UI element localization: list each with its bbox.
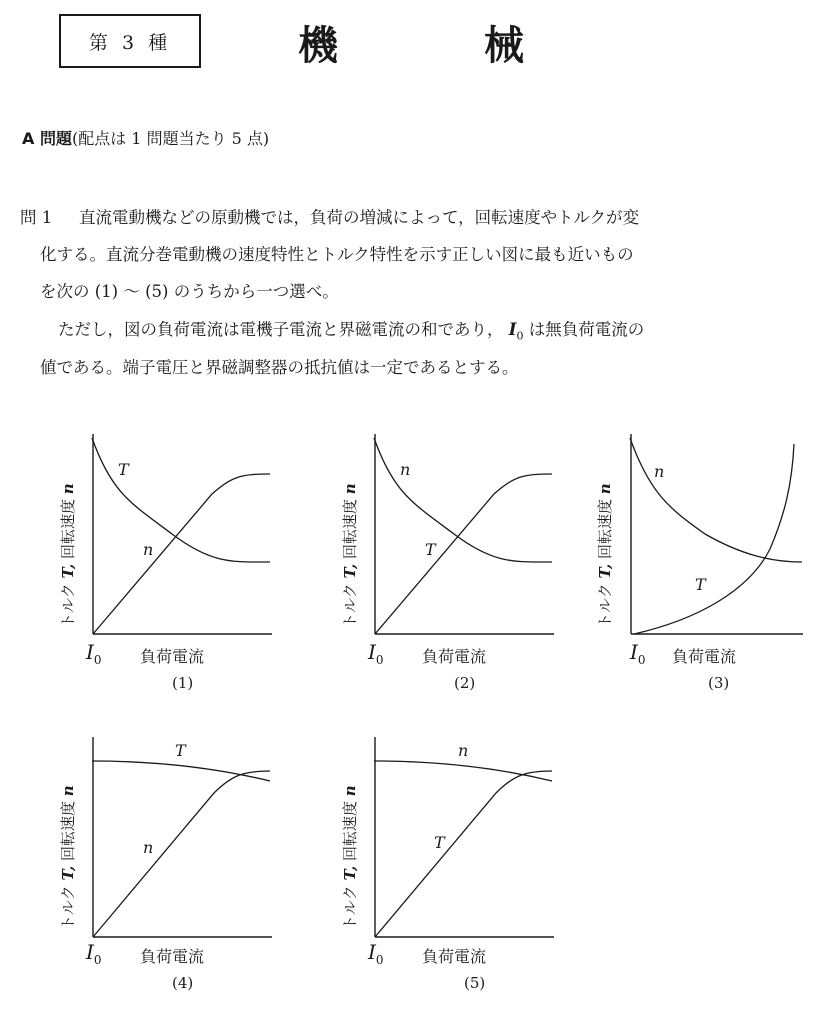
graph-2-curve-T <box>375 474 552 634</box>
graph-3-ylabel-speed: 回転速度 <box>596 498 614 559</box>
graph-1-caption: (1) <box>172 674 194 692</box>
graph-4-ylabel <box>57 785 78 930</box>
graph-1-label-n: n <box>143 540 154 559</box>
graph-4-ylabel-speed: 回転速度 <box>59 800 77 861</box>
graph-1-xlabel: 負荷電流 <box>140 647 205 666</box>
graph-1-ylabel-T: T, <box>59 563 77 579</box>
graph-4-ylabel-T: T, <box>59 865 77 881</box>
question-i0-subscript: 0 <box>516 329 524 343</box>
graph-3-ylabel-n: n <box>596 483 614 495</box>
graph-4-label-n: n <box>143 838 154 857</box>
question-number: 問 1 <box>20 208 53 227</box>
graph-5-ylabel-torque: トルク <box>341 885 359 930</box>
graph-2-curve-n <box>374 438 552 562</box>
graph-2-ylabel-T: T, <box>341 563 359 579</box>
graph-5-ylabel-T: T, <box>341 865 359 881</box>
graph-4-xlabel: 負荷電流 <box>140 947 205 966</box>
graph-4 <box>92 737 274 939</box>
graph-5-ylabel-n: n <box>341 785 359 797</box>
graph-3-origin-sub: 0 <box>637 653 646 667</box>
graph-1-ylabel-speed: 回転速度 <box>59 498 77 559</box>
graph-3-ylabel <box>594 483 615 628</box>
graph-5-plot <box>374 737 556 939</box>
question-line-2: 化する。直流分巻電動機の速度特性とトルク特性を示す正しい図に最も近いもの <box>40 245 634 264</box>
question-line-1: 直流電動機などの原動機では，負荷の増減によって，回転速度やトルクが変 <box>79 208 640 227</box>
graph-4-curve-T <box>92 761 270 781</box>
graph-5-curve-T <box>375 771 552 937</box>
question-i0-symbol: I <box>508 320 517 339</box>
graph-5-caption: (5) <box>464 974 486 992</box>
graph-5-label-T: T <box>434 833 445 852</box>
subject-char-2: 械 <box>484 23 524 69</box>
graph-5 <box>374 737 556 939</box>
graph-1-ylabel-torque: トルク <box>59 583 77 628</box>
question-line-4-text: ただし，図の負荷電流は電機子電流と界磁電流の和であり， <box>58 320 504 339</box>
graph-2-ylabel <box>339 483 360 628</box>
category-label: 第 3 種 <box>88 31 172 54</box>
graph-1-curve-T <box>92 438 270 562</box>
graph-3-curve-n <box>630 438 802 562</box>
graph-5-curve-n <box>374 761 552 781</box>
graph-1-curve-n <box>93 474 270 634</box>
graph-4-curve-n <box>93 771 270 937</box>
graph-5-ylabel-speed: 回転速度 <box>341 800 359 861</box>
section-heading <box>22 126 269 149</box>
graph-2-label-n: n <box>400 460 411 479</box>
graph-4-origin-I: I <box>86 940 94 964</box>
graph-5-origin-I: I <box>368 940 376 964</box>
graph-5-xlabel: 負荷電流 <box>422 947 487 966</box>
graph-2-xlabel: 負荷電流 <box>422 647 487 666</box>
graph-1-ylabel-n: n <box>59 483 77 495</box>
graph-5-ylabel <box>339 785 360 930</box>
graph-3-xlabel: 負荷電流 <box>672 647 737 666</box>
graph-3-label-n: n <box>654 462 665 481</box>
graph-2-origin-sub: 0 <box>375 653 384 667</box>
graph-2-caption: (2) <box>454 674 476 692</box>
graph-4-caption: (4) <box>172 974 194 992</box>
graph-3-origin-I: I <box>630 640 638 664</box>
graph-3-label-T: T <box>695 575 706 594</box>
graph-2-origin-label <box>368 640 384 667</box>
graph-4-origin-label <box>86 940 102 967</box>
graph-1-origin-sub: 0 <box>93 653 102 667</box>
graph-5-origin-label <box>368 940 384 967</box>
question-line-5: 値である。端子電圧と界磁調整器の抵抗値は一定であるとする。 <box>40 358 519 377</box>
graph-2-origin-I: I <box>368 640 376 664</box>
graph-2-label-T: T <box>425 540 436 559</box>
question-line-4 <box>58 316 644 342</box>
graph-5-label-n: n <box>458 741 469 760</box>
graph-3-ylabel-T: T, <box>596 563 614 579</box>
graph-4-origin-sub: 0 <box>93 953 102 967</box>
graph-1-label-T: T <box>118 460 129 479</box>
graph-4-ylabel-torque: トルク <box>59 885 77 930</box>
graph-4-label-T: T <box>175 741 186 760</box>
graph-5-origin-sub: 0 <box>375 953 384 967</box>
graph-2-ylabel-n: n <box>341 483 359 495</box>
graph-3-origin-label <box>630 640 646 667</box>
section-note: (配点は 1 問題当たり 5 点) <box>71 129 270 148</box>
graph-2-ylabel-torque: トルク <box>341 583 359 628</box>
question-line-3: を次の (1) ～ (5) のうちから一つ選べ。 <box>40 282 339 301</box>
question-line-4-tail: は無負荷電流の <box>528 320 645 339</box>
category-box <box>59 14 201 68</box>
graph-4-ylabel-n: n <box>59 785 77 797</box>
graph-3-caption: (3) <box>708 674 730 692</box>
graph-4-plot <box>92 737 274 939</box>
graph-1-origin-label <box>86 640 102 667</box>
graph-2-ylabel-speed: 回転速度 <box>341 498 359 559</box>
section-title: A 問題 <box>22 129 72 148</box>
subject-char-1: 機 <box>298 23 338 69</box>
graph-1-ylabel <box>57 483 78 628</box>
graph-1-origin-I: I <box>86 640 94 664</box>
graph-3-ylabel-torque: トルク <box>596 583 614 628</box>
